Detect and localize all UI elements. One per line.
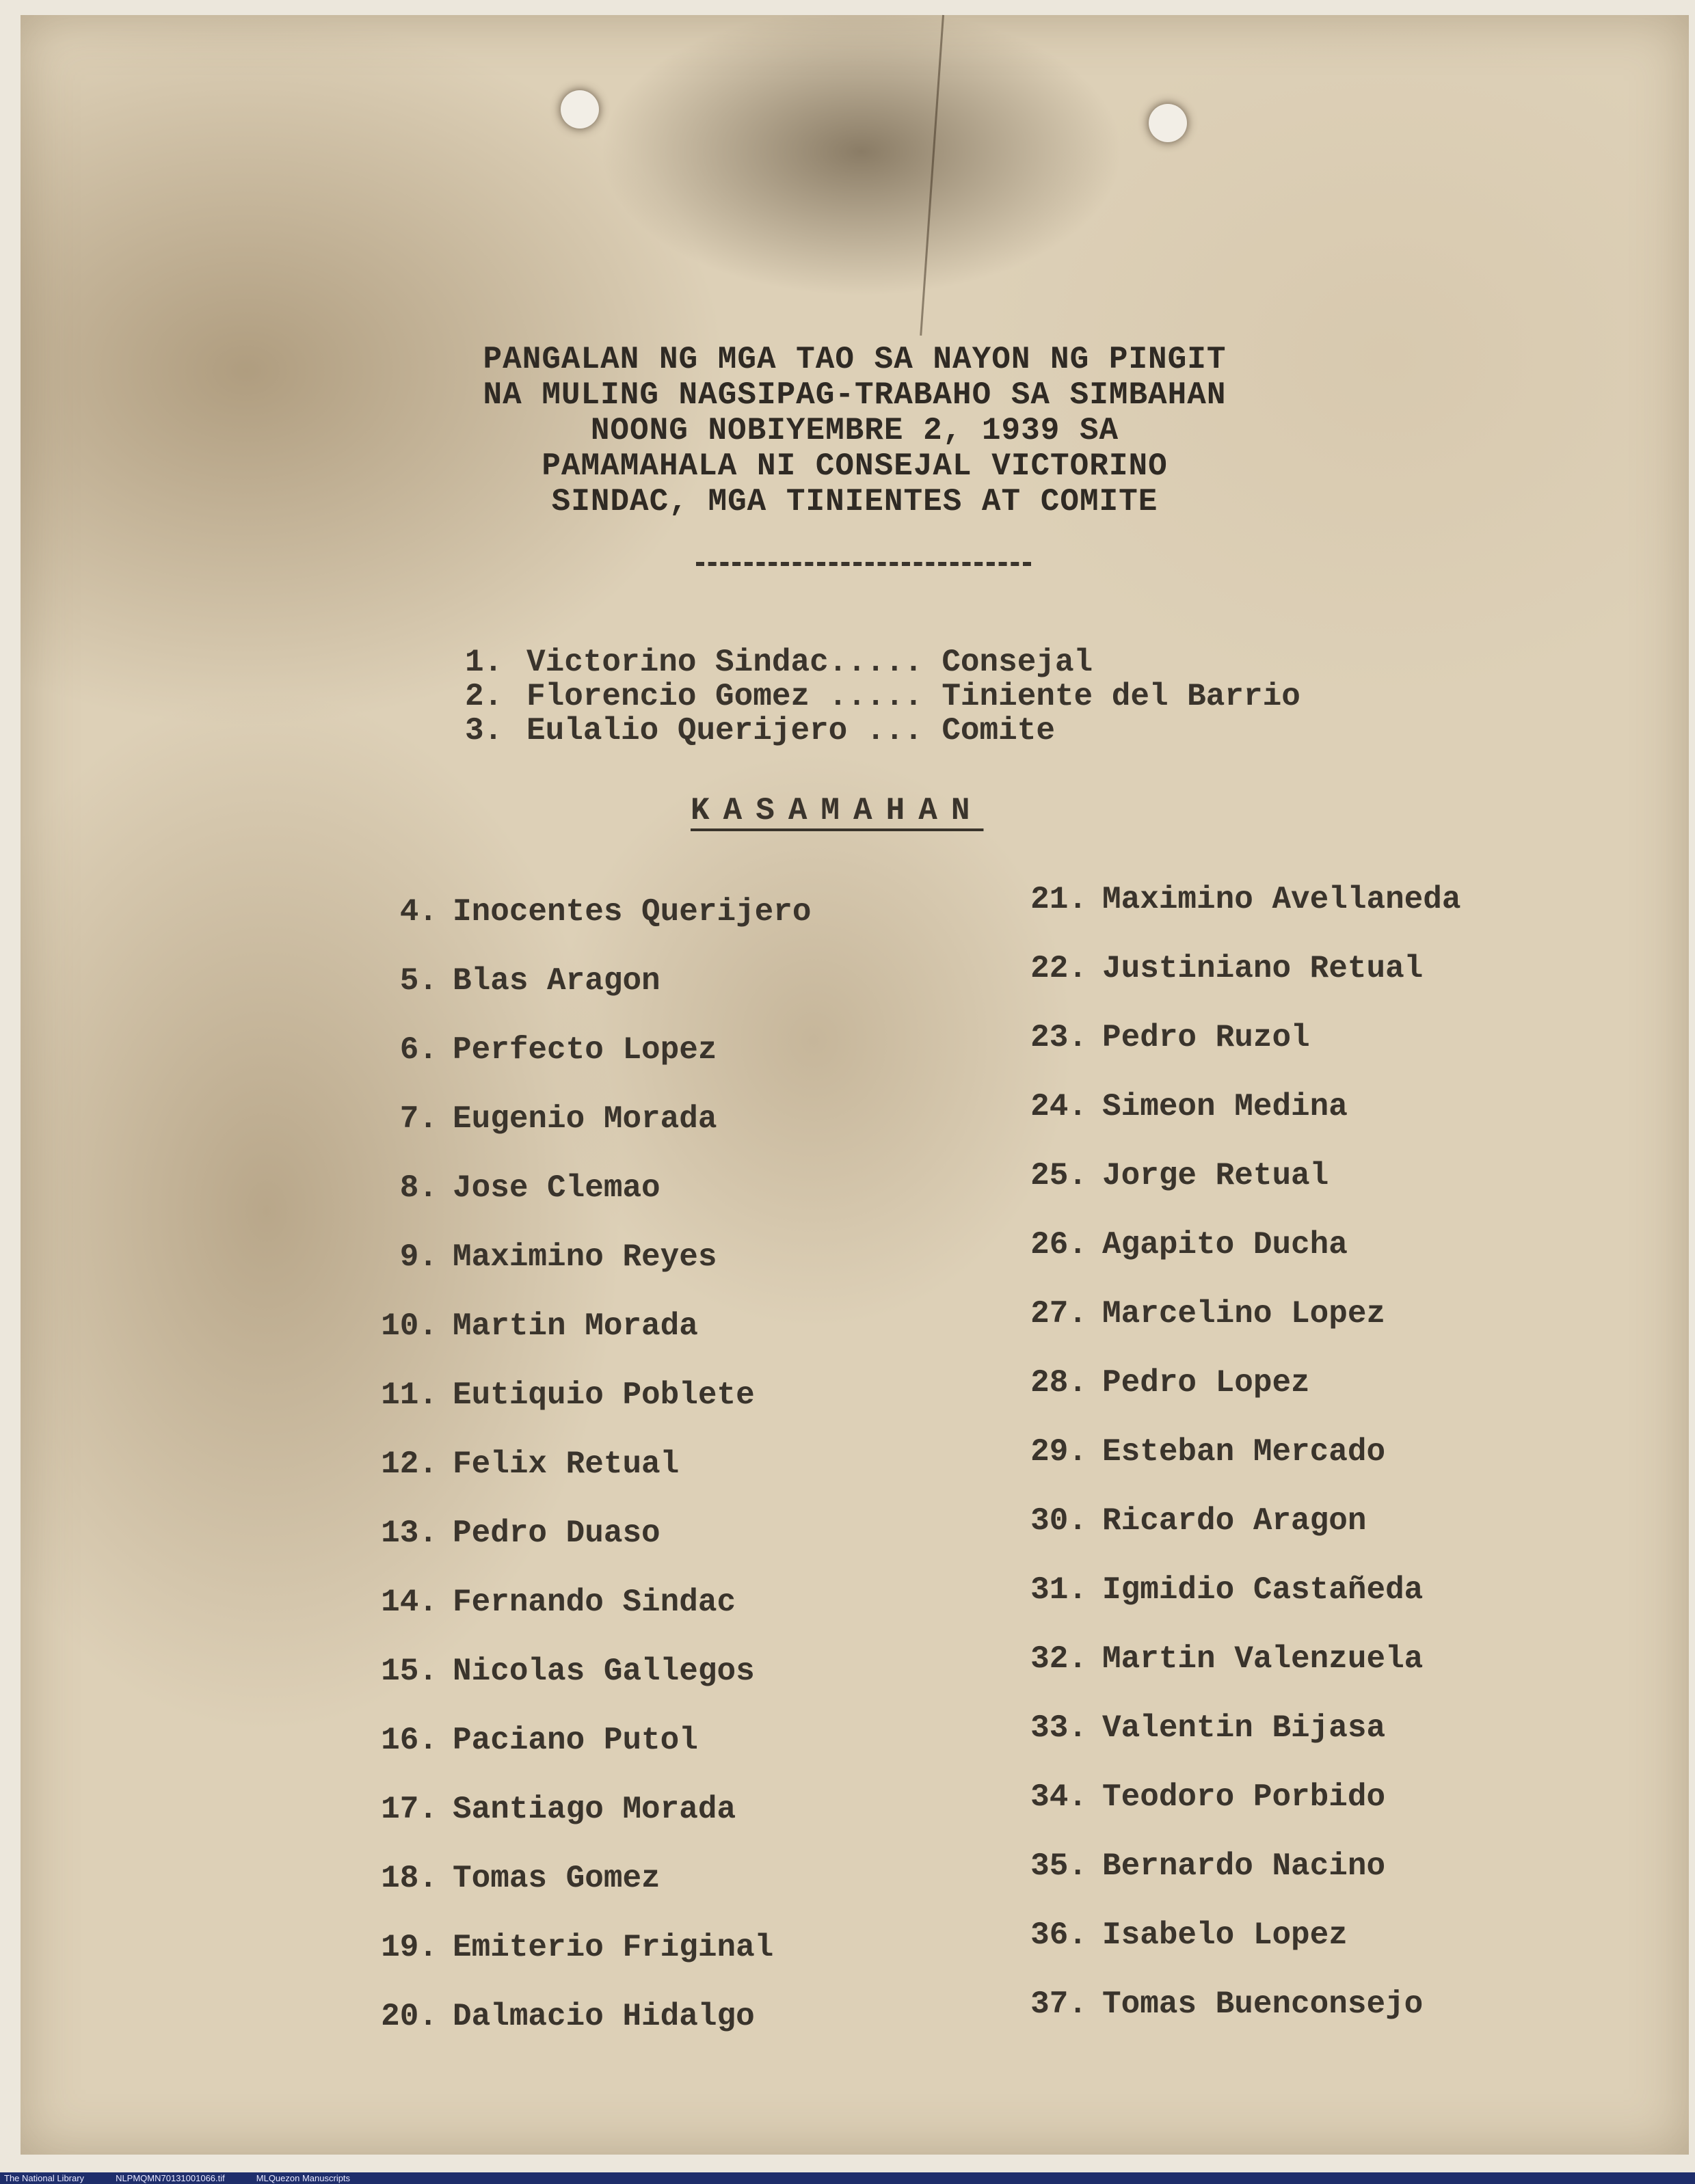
scan-footer — [0, 2172, 1695, 2184]
title-line: PANGALAN NG MGA TAO SA NAYON NG PINGIT — [483, 342, 1227, 377]
list-item — [349, 1930, 812, 1999]
list-item — [998, 1986, 1461, 2055]
list-item — [349, 1239, 812, 1308]
footer-library: The National Library — [4, 2173, 85, 2183]
list-item — [349, 1101, 812, 1170]
list-item — [349, 1446, 812, 1515]
list-item — [349, 1999, 812, 2068]
officer-role: Comite — [942, 713, 1055, 749]
member-name: Blas Aragon — [453, 963, 660, 999]
list-item — [998, 1641, 1461, 1710]
footer-collection: MLQuezon Manuscripts — [256, 2173, 351, 2183]
officer-row — [465, 714, 1300, 748]
member-number: 36. — [1030, 1917, 1087, 1953]
officer-role: Tiniente del Barrio — [942, 679, 1300, 714]
list-item — [998, 1572, 1461, 1641]
member-number: 37. — [1030, 1986, 1087, 2022]
member-number: 23. — [1030, 1020, 1087, 1055]
list-item — [998, 1710, 1461, 1779]
section-heading: KASAMAHAN — [691, 793, 984, 828]
punch-hole — [1149, 104, 1187, 142]
list-item — [349, 1377, 812, 1446]
member-name: Perfecto Lopez — [453, 1032, 717, 1068]
member-name: Martin Morada — [453, 1308, 698, 1344]
member-number: 34. — [1030, 1779, 1087, 1815]
paper-tear — [920, 15, 944, 336]
title-line: NOONG NOBIYEMBRE 2, 1939 SA — [590, 413, 1119, 448]
member-name: Felix Retual — [453, 1446, 680, 1482]
member-name: Jose Clemao — [453, 1170, 660, 1206]
list-item — [998, 1503, 1461, 1572]
member-name: Ricardo Aragon — [1102, 1503, 1367, 1539]
member-name: Emiterio Friginal — [453, 1930, 774, 1965]
member-name: Valentin Bijasa — [1102, 1710, 1386, 1746]
member-number: 21. — [1030, 882, 1087, 917]
member-name: Teodoro Porbido — [1102, 1779, 1386, 1815]
member-name: Pedro Duaso — [453, 1515, 660, 1551]
officer-name: Eulalio Querijero ... — [526, 713, 923, 749]
member-number: 11. — [381, 1377, 438, 1413]
member-name: Bernardo Nacino — [1102, 1848, 1386, 1884]
member-number: 8. — [399, 1170, 438, 1206]
list-item — [998, 951, 1461, 1020]
officer-number: 3. — [465, 713, 503, 749]
officer-row — [465, 679, 1300, 714]
member-list-left — [349, 894, 812, 2068]
member-number: 10. — [381, 1308, 438, 1344]
member-name: Justiniano Retual — [1102, 951, 1424, 986]
member-list-right — [998, 882, 1461, 2055]
list-item — [998, 1227, 1461, 1296]
member-number: 24. — [1030, 1089, 1087, 1124]
member-number: 25. — [1030, 1158, 1087, 1194]
officer-number: 2. — [465, 679, 503, 714]
member-number: 17. — [381, 1792, 438, 1827]
punch-hole — [561, 90, 599, 129]
list-item — [998, 1917, 1461, 1986]
title-divider — [696, 562, 1031, 566]
title-line: SINDAC, MGA TINIENTES AT COMITE — [551, 484, 1158, 520]
officer-list — [465, 645, 1300, 748]
member-number: 15. — [381, 1654, 438, 1689]
member-number: 31. — [1030, 1572, 1087, 1608]
member-name: Nicolas Gallegos — [453, 1654, 755, 1689]
list-item — [349, 1792, 812, 1861]
member-name: Pedro Lopez — [1102, 1365, 1310, 1401]
member-name: Igmidio Castañeda — [1102, 1572, 1424, 1608]
member-number: 29. — [1030, 1434, 1087, 1470]
member-name: Eutiquio Poblete — [453, 1377, 755, 1413]
list-item — [998, 1365, 1461, 1434]
member-number: 16. — [381, 1723, 438, 1758]
member-name: Paciano Putol — [453, 1723, 698, 1758]
member-name: Martin Valenzuela — [1102, 1641, 1424, 1677]
officer-row — [465, 645, 1300, 679]
member-name: Esteban Mercado — [1102, 1434, 1386, 1470]
member-number: 13. — [381, 1515, 438, 1551]
member-name: Dalmacio Hidalgo — [453, 1999, 755, 2034]
list-item — [998, 1296, 1461, 1365]
member-name: Fernando Sindac — [453, 1585, 736, 1620]
member-number: 5. — [399, 963, 438, 999]
member-name: Maximino Avellaneda — [1102, 882, 1461, 917]
member-name: Marcelino Lopez — [1102, 1296, 1386, 1332]
officer-name: Florencio Gomez ..... — [526, 679, 923, 714]
list-item — [998, 882, 1461, 951]
member-name: Inocentes Querijero — [453, 894, 812, 930]
member-number: 35. — [1030, 1848, 1087, 1884]
member-name: Jorge Retual — [1102, 1158, 1329, 1194]
member-number: 12. — [381, 1446, 438, 1482]
list-item — [998, 1089, 1461, 1158]
member-number: 14. — [381, 1585, 438, 1620]
list-item — [349, 1170, 812, 1239]
member-number: 18. — [381, 1861, 438, 1896]
member-number: 26. — [1030, 1227, 1087, 1263]
title-line: PAMAMAHALA NI CONSEJAL VICTORINO — [542, 448, 1168, 484]
footer-file: NLPMQMN70131001066.tif — [116, 2173, 225, 2183]
member-number: 19. — [381, 1930, 438, 1965]
list-item — [998, 1020, 1461, 1089]
member-name: Isabelo Lopez — [1102, 1917, 1348, 1953]
list-item — [349, 1861, 812, 1930]
list-item — [349, 1308, 812, 1377]
member-number: 9. — [399, 1239, 438, 1275]
member-number: 22. — [1030, 951, 1087, 986]
list-item — [998, 1434, 1461, 1503]
list-item — [998, 1779, 1461, 1848]
officer-name: Victorino Sindac..... — [526, 645, 923, 680]
member-name: Santiago Morada — [453, 1792, 736, 1827]
member-number: 4. — [399, 894, 438, 930]
list-item — [349, 1585, 812, 1654]
member-number: 27. — [1030, 1296, 1087, 1332]
document-title — [410, 342, 1299, 520]
list-item — [349, 963, 812, 1032]
member-number: 6. — [399, 1032, 438, 1068]
member-number: 28. — [1030, 1365, 1087, 1401]
member-number: 33. — [1030, 1710, 1087, 1746]
member-number: 30. — [1030, 1503, 1087, 1539]
member-number: 20. — [381, 1999, 438, 2034]
list-item — [349, 894, 812, 963]
member-name: Tomas Buenconsejo — [1102, 1986, 1424, 2022]
member-name: Pedro Ruzol — [1102, 1020, 1310, 1055]
member-name: Maximino Reyes — [453, 1239, 717, 1275]
member-number: 7. — [399, 1101, 438, 1137]
member-name: Agapito Ducha — [1102, 1227, 1348, 1263]
list-item — [998, 1158, 1461, 1227]
list-item — [998, 1848, 1461, 1917]
list-item — [349, 1515, 812, 1585]
list-item — [349, 1654, 812, 1723]
list-item — [349, 1032, 812, 1101]
member-name: Eugenio Morada — [453, 1101, 717, 1137]
member-number: 32. — [1030, 1641, 1087, 1677]
title-line: NA MULING NAGSIPAG-TRABAHO SA SIMBAHAN — [483, 377, 1227, 413]
officer-number: 1. — [465, 645, 503, 680]
member-name: Simeon Medina — [1102, 1089, 1348, 1124]
member-name: Tomas Gomez — [453, 1861, 660, 1896]
list-item — [349, 1723, 812, 1792]
officer-role: Consejal — [942, 645, 1093, 680]
